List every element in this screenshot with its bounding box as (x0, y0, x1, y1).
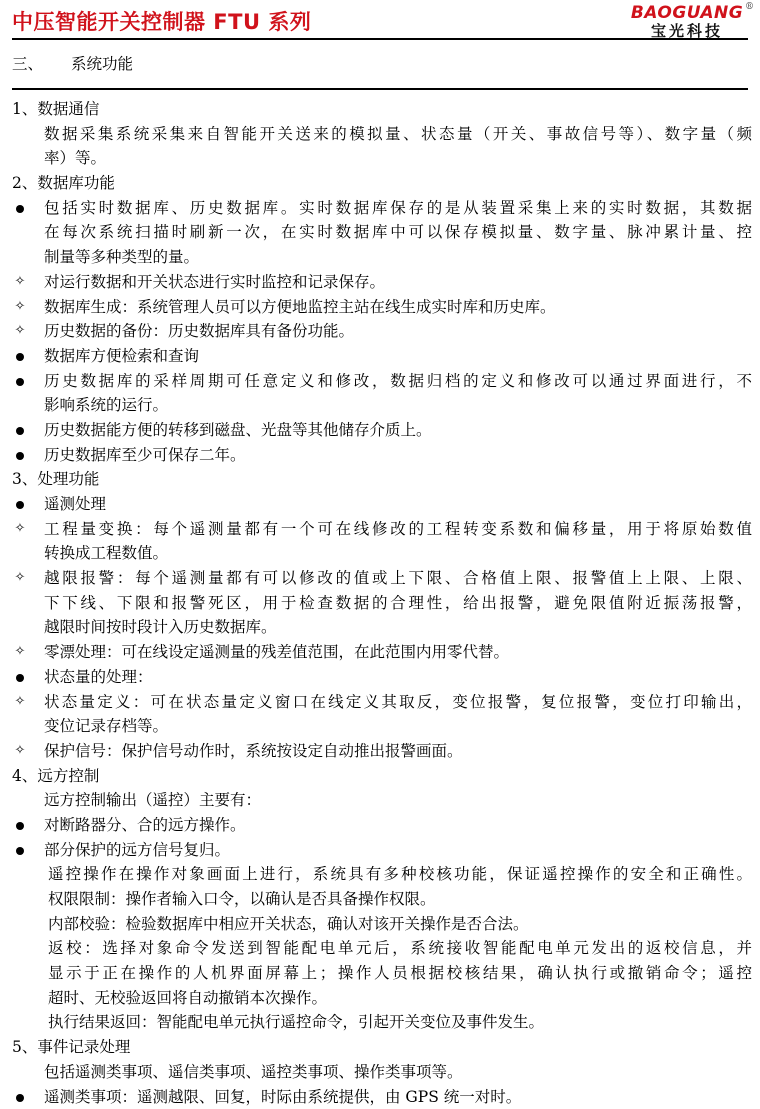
line-text: 工程量变换：每个遥测量都有一个可在线修改的工程转变系数和偏移量，用于将原始数值 (44, 517, 752, 542)
list-item (0, 443, 760, 468)
paragraph-line (0, 788, 760, 813)
subsection-heading (0, 764, 760, 789)
bullet-dot-icon (12, 838, 28, 863)
line-text: 状态量的处理： (44, 665, 153, 690)
list-item (0, 1085, 760, 1109)
paragraph-line (0, 936, 760, 961)
line-text: 遥控操作在操作对象画面上进行，系统具有多种校核功能，保证遥控操作的安全和正确性。 (48, 862, 752, 887)
bullet-dot-icon (12, 344, 28, 369)
line-text: 遥测类事项：遥测越限、回复，时际由系统提供，由 GPS 统一对时。 (44, 1085, 521, 1109)
line-text: 影响系统的运行。 (44, 393, 168, 418)
bullet-diamond-icon: ✧ (12, 319, 28, 344)
line-text: 数据库生成：系统管理人员可以方便地监控主站在线生成实时库和历史库。 (44, 295, 556, 320)
list-item (0, 517, 760, 542)
subsection-heading (0, 171, 760, 196)
bullet-dot-icon (12, 665, 28, 690)
paragraph-line (0, 615, 760, 640)
bullet-dot-icon (12, 196, 28, 221)
list-item (0, 640, 760, 665)
paragraph-line (0, 591, 760, 616)
bullet-dot (16, 822, 24, 830)
line-text: 1、数据通信 (12, 97, 99, 122)
bullet-diamond-icon: ✧ (12, 690, 28, 715)
subsection-heading (0, 467, 760, 492)
line-text: 包括实时数据库、历史数据库。实时数据库保存的是从装置采集上来的实时数据，其数据 (44, 196, 752, 221)
list-item (0, 344, 760, 369)
bullet-dot (16, 353, 24, 361)
bullet-diamond-icon: ✧ (12, 566, 28, 591)
line-text: 遥测处理 (44, 492, 106, 517)
line-text: 显示于正在操作的人机界面屏幕上；操作人员根据校核结果，确认执行或撤销命令；遥控 (48, 961, 752, 986)
list-item (0, 319, 760, 344)
paragraph-line (0, 1060, 760, 1085)
bullet-dot-icon (12, 418, 28, 443)
line-text: 执行结果返回：智能配电单元执行遥控命令，引起开关变位及事件发生。 (48, 1010, 544, 1035)
bullet-dot-icon (12, 369, 28, 394)
bullet-dot (16, 452, 24, 460)
paragraph-line (0, 986, 760, 1011)
registered-mark: ® (745, 2, 754, 12)
line-text: 历史数据库至少可保存二年。 (44, 443, 246, 468)
paragraph-line (0, 220, 760, 245)
line-text: 返校：选择对象命令发送到智能配电单元后，系统接收智能配电单元发出的返校信息，并 (48, 936, 752, 961)
paragraph-line (0, 862, 760, 887)
list-item (0, 369, 760, 394)
paragraph-line (0, 245, 760, 270)
list-item (0, 813, 760, 838)
line-text: 历史数据的备份：历史数据库具有备份功能。 (44, 319, 354, 344)
paragraph-line (0, 122, 760, 147)
bullet-dot (16, 205, 24, 213)
line-text: 在每次系统扫描时刷新一次，在实时数据库中可以保存模拟量、数字量、脉冲累计量、控 (44, 220, 752, 245)
line-text: 越限时间按时段计入历史数据库。 (44, 615, 277, 640)
list-item (0, 566, 760, 591)
paragraph-line (0, 912, 760, 937)
line-text: 内部校验：检验数据库中相应开关状态，确认对该开关操作是否合法。 (48, 912, 529, 937)
list-item (0, 295, 760, 320)
document-title: 中压智能开关控制器 FTU 系列 (12, 6, 311, 36)
paragraph-line (0, 541, 760, 566)
header-rule (12, 38, 748, 40)
bullet-dot (16, 1094, 24, 1102)
line-text: 3、处理功能 (12, 467, 99, 492)
section-name: 系统功能 (71, 55, 133, 73)
line-text: 2、数据库功能 (12, 171, 115, 196)
bullet-diamond-icon: ✧ (12, 295, 28, 320)
line-text: 超时、无校验返回将自动撤销本次操作。 (48, 986, 327, 1011)
bullet-dot-icon (12, 492, 28, 517)
line-text: 状态量定义：可在状态量定义窗口在线定义其取反，变位报警，复位报警，变位打印输出， (44, 690, 752, 715)
paragraph-line (0, 393, 760, 418)
line-text: 保护信号：保护信号动作时，系统按设定自动推出报警画面。 (44, 739, 463, 764)
bullet-diamond-icon: ✧ (12, 640, 28, 665)
logo-text-cn: 宝光科技 (628, 22, 746, 40)
bullet-dot (16, 847, 24, 855)
paragraph-line (0, 146, 760, 171)
bullet-diamond-icon: ✧ (12, 739, 28, 764)
section-number: 三、 (12, 55, 43, 73)
bullet-diamond-icon: ✧ (12, 270, 28, 295)
line-text: 5、事件记录处理 (12, 1035, 130, 1060)
line-text: 包括遥测类事项、遥信类事项、遥控类事项、操作类事项等。 (44, 1060, 463, 1085)
subsection-heading (0, 1035, 760, 1060)
paragraph-line (0, 1010, 760, 1035)
bullet-dot (16, 674, 24, 682)
line-text: 对断路器分、合的远方操作。 (44, 813, 246, 838)
logo-text-en: BAOGUANG (628, 4, 746, 22)
bullet-dot (16, 501, 24, 509)
list-item (0, 418, 760, 443)
list-item (0, 739, 760, 764)
line-text: 4、远方控制 (12, 764, 99, 789)
subsection-heading (0, 97, 760, 122)
line-text: 历史数据能方便的转移到磁盘、光盘等其他储存介质上。 (44, 418, 432, 443)
line-text: 历史数据库的采样周期可任意定义和修改，数据归档的定义和修改可以通过界面进行，不 (44, 369, 752, 394)
line-text: 数据库方便检索和查询 (44, 344, 199, 369)
line-text: 权限限制：操作者输入口令，以确认是否具备操作权限。 (48, 887, 436, 912)
bullet-dot (16, 378, 24, 386)
bullet-dot-icon (12, 813, 28, 838)
list-item (0, 270, 760, 295)
bullet-dot (16, 427, 24, 435)
line-text: 对运行数据和开关状态进行实时监控和记录保存。 (44, 270, 385, 295)
paragraph-line (0, 961, 760, 986)
line-text: 远方控制输出（遥控）主要有： (44, 788, 261, 813)
section-heading (12, 52, 133, 74)
bullet-diamond-icon: ✧ (12, 517, 28, 542)
list-item (0, 665, 760, 690)
bullet-dot-icon (12, 443, 28, 468)
list-item (0, 690, 760, 715)
line-text: 数据采集系统采集来自智能开关送来的模拟量、状态量（开关、事故信号等）、数字量（频 (44, 122, 752, 147)
line-text: 零漂处理：可在线设定遥测量的残差值范围，在此范围内用零代替。 (44, 640, 509, 665)
list-item (0, 838, 760, 863)
line-text: 部分保护的远方信号复归。 (44, 838, 230, 863)
body-content (0, 97, 760, 1109)
paragraph-line (0, 714, 760, 739)
line-text: 转换成工程数值。 (44, 541, 168, 566)
paragraph-line (0, 887, 760, 912)
line-text: 变位记录存档等。 (44, 714, 168, 739)
list-item (0, 492, 760, 517)
list-item (0, 196, 760, 221)
section-rule (12, 88, 748, 90)
company-logo (628, 4, 746, 40)
line-text: 率）等。 (44, 146, 106, 171)
line-text: 下下线、下限和报警死区，用于检查数据的合理性，给出报警，避免限值附近振荡报警， (44, 591, 752, 616)
line-text: 制量等多种类型的量。 (44, 245, 199, 270)
line-text: 越限报警：每个遥测量都有可以修改的值或上下限、合格值上限、报警值上上限、上限、 (44, 566, 752, 591)
bullet-dot-icon (12, 1085, 28, 1109)
